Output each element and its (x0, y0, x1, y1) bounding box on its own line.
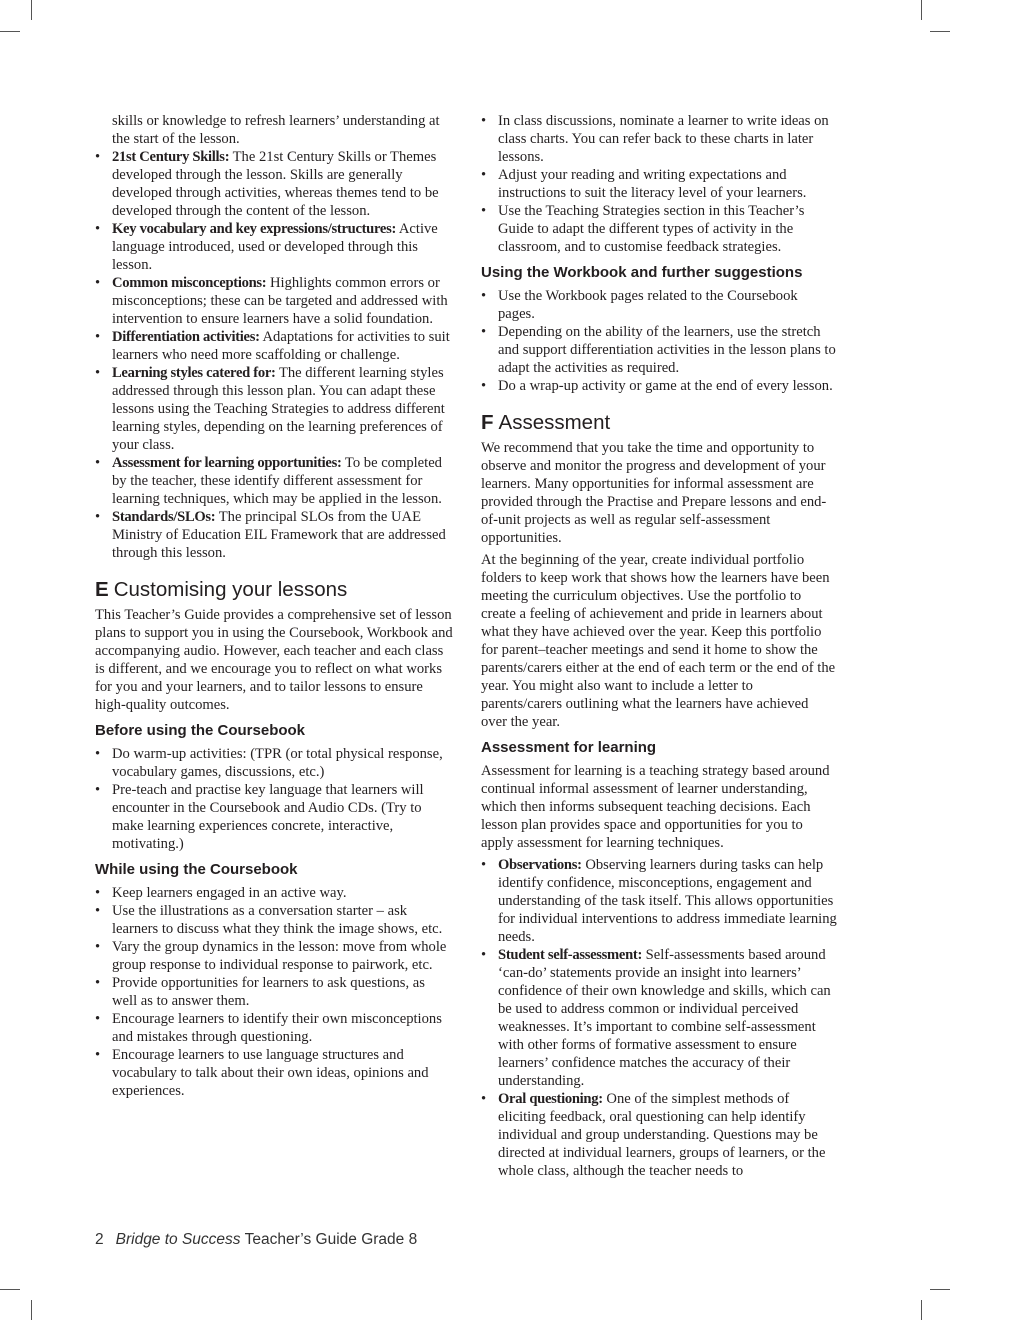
bullet-icon: • (95, 149, 101, 165)
bullet-icon: • (481, 1091, 487, 1107)
right-column (481, 112, 837, 1180)
list-item-text: Use the illustrations as a conversation starter – ask learners to discuss what they think the image shows, etc. (112, 903, 443, 937)
bullet-icon: • (95, 975, 101, 991)
subheading: While using the Coursebook (95, 861, 298, 878)
list-item (95, 220, 453, 274)
crop-mark (31, 0, 32, 20)
list-item-text: Self-assessments based around ‘can-do’ statements provide an insight into learners’ confidence of their own knowledge and skills, which can be used to address common or individual perceived weaknesses. It’s important to combine self-assessment with other forms of formative assessment to ensure learners’ confidence matches the accuracy of their understanding. (498, 947, 831, 1089)
bullet-icon: • (95, 939, 101, 955)
paragraph: At the beginning of the year, create individual portfolio folders to keep work that shows how the learners have been meeting the curriculum objectives. Use the portfolio to create a feeling of achievement and pride in learners about what they have achieved over the year. Keep this portfolio for parent–teacher meetings and send it home to show the parents/carers either at the end of each term or the end of the year. You might also want to include a letter to parents/carers outlining what the learners have achieved over the year. (481, 552, 836, 730)
list-item (95, 884, 453, 902)
list-item-term: Key vocabulary and key expressions/structures: (112, 221, 397, 237)
bullet-icon: • (95, 746, 101, 762)
section-letter: E (95, 578, 109, 601)
list-item (481, 287, 837, 323)
list-item (95, 781, 453, 853)
list-item (481, 323, 837, 377)
crop-mark (0, 31, 20, 32)
list-item-text: In class discussions, nominate a learner to write ideas on class charts. You can refer back to these charts in later lessons. (498, 113, 829, 165)
list-item (481, 946, 837, 1090)
list-item-term: Common misconceptions: (112, 275, 267, 291)
list-item-text: Use the Teaching Strategies section in this Teacher’s Guide to adapt the different types of activity in the classroom, and to customise feedback strategies. (498, 203, 805, 255)
crop-mark (0, 1289, 20, 1290)
bullet-icon: • (481, 947, 487, 963)
crop-mark (930, 1289, 950, 1290)
section-heading (95, 578, 453, 602)
bullet-icon: • (95, 329, 101, 345)
book-title: Teacher’s Guide Grade 8 (240, 1231, 418, 1248)
list-item-text: Do warm-up activities: (TPR (or total physical response, vocabulary games, discussions, etc.) (112, 746, 443, 780)
list-item-text: Keep learners engaged in an active way. (112, 885, 347, 901)
crop-mark (31, 1300, 32, 1320)
list-item (95, 454, 453, 508)
paragraph: This Teacher’s Guide provides a comprehensive set of lesson plans to support you in using the Coursebook, Workbook and accompanying audio. However, each teacher and each class is different, and we encourage you to reflect on what works for you and your learners, and to tailor lessons to ensure high-quality outcomes. (95, 607, 453, 713)
page-number: 2 (95, 1231, 104, 1248)
section-heading (481, 411, 837, 435)
list-item (481, 1090, 837, 1180)
list-item (481, 202, 837, 256)
list-item-text: Use the Workbook pages related to the Coursebook pages. (498, 288, 798, 322)
list-item (95, 508, 453, 562)
list-item (95, 1046, 453, 1100)
list-item (95, 274, 453, 328)
list-item-term: Differentiation activities: (112, 329, 260, 345)
subheading: Using the Workbook and further suggestions (481, 264, 803, 281)
list-item (95, 148, 453, 220)
bullet-icon: • (481, 167, 487, 183)
list-item-text: Active language introduced, used or developed through this lesson. (112, 221, 438, 273)
bullet-icon: • (481, 113, 487, 129)
list-item-text: Depending on the ability of the learners, use the stretch and support differentiation activities in the lesson plans to adapt the activities as required. (498, 324, 836, 376)
bullet-icon: • (95, 782, 101, 798)
list-item-text: Vary the group dynamics in the lesson: move from whole group response to individual response to pairwork, etc. (112, 939, 447, 973)
list-item (95, 902, 453, 938)
list-item-text: Encourage learners to use language structures and vocabulary to talk about their own ideas, opinions and experiences. (112, 1047, 429, 1099)
list-item (481, 856, 837, 946)
list-item-text: One of the simplest methods of eliciting feedback, oral questioning can help identify individual and group understanding. Questions may be directed at individual learners, groups of learners, or the whole class, although the teacher needs to (498, 1091, 826, 1179)
subheading: Assessment for learning (481, 739, 657, 756)
list-item (95, 328, 453, 364)
list-item-continuation: skills or knowledge to refresh learners’ understanding at the start of the lesson. (112, 113, 440, 147)
list-item (95, 974, 453, 1010)
bullet-icon: • (95, 455, 101, 471)
left-column (95, 112, 453, 1100)
list-item-text: The different learning styles addressed through this lesson plan. You can adapt these lessons using the Teaching Strategies to address different learning styles, depending on the learning preferences of your class. (112, 365, 445, 453)
list-item-text: Adjust your reading and writing expectations and instructions to suit the literacy level of your learners. (498, 167, 807, 201)
bullet-icon: • (95, 509, 101, 525)
list-item-text: The principal SLOs from the UAE Ministry of Education EIL Framework that are addressed through this lesson. (112, 509, 446, 561)
bullet-icon: • (95, 365, 101, 381)
bullet-icon: • (95, 275, 101, 291)
list-item-text: The 21st Century Skills or Themes developed through the lesson. Skills are generally developed through activities, whereas themes tend to be developed through the content of the lesson. (112, 149, 439, 219)
series-title: Bridge to Success (115, 1231, 241, 1248)
section-letter: F (481, 411, 494, 434)
bullet-icon: • (95, 903, 101, 919)
list-item-text: Observing learners during tasks can help identify confidence, misconceptions, engagement and understanding of the task itself. This allows opportunities for individual interventions to address immediate learning needs. (498, 857, 837, 945)
crop-mark (921, 1300, 922, 1320)
list-item (481, 377, 837, 395)
list-item-term: Assessment for learning opportunities: (112, 455, 342, 471)
bullet-icon: • (481, 203, 487, 219)
bullet-icon: • (95, 1047, 101, 1063)
section-title: Assessment (498, 411, 611, 434)
list-item-text: Highlights common errors or misconceptions; these can be targeted and addressed with intervention to ensure learners have a solid foundation. (112, 275, 448, 327)
list-item (481, 112, 837, 166)
bullet-icon: • (481, 288, 487, 304)
list-item (481, 166, 837, 202)
list-item-term: Standards/SLOs: (112, 509, 216, 525)
bullet-icon: • (95, 885, 101, 901)
list-item (95, 938, 453, 974)
list-item-term: 21st Century Skills: (112, 149, 230, 165)
list-item-text: To be completed by the teacher, these identify different assessment for learning techniques, which may be applied in the lesson. (112, 455, 442, 507)
section-title: Customising your lessons (113, 578, 348, 601)
list-item-text: Adaptations for activities to suit learners who need more scaffolding or challenge. (112, 329, 450, 363)
paragraph: We recommend that you take the time and opportunity to observe and monitor the progress and development of your learners. Many opportunities for informal assessment are provided through the Practise and Prepare lessons and end-of-unit projects as well as regular self-assessment opportunities. (481, 440, 827, 546)
crop-mark (930, 31, 950, 32)
bullet-icon: • (481, 378, 487, 394)
bullet-icon: • (95, 1011, 101, 1027)
list-item-term: Learning styles catered for: (112, 365, 276, 381)
bullet-icon: • (95, 221, 101, 237)
list-item-text: Provide opportunities for learners to ask questions, as well as to answer them. (112, 975, 425, 1009)
page-footer (95, 1231, 417, 1249)
crop-mark (921, 0, 922, 20)
bullet-icon: • (481, 324, 487, 340)
paragraph: Assessment for learning is a teaching strategy based around continual informal assessment of learner understanding, which then informs subsequent teaching decisions. Each lesson plan provides space and opportunities for you to apply assessment for learning techniques. (481, 763, 830, 851)
list-item-term: Observations: (498, 857, 582, 873)
list-item (95, 364, 453, 454)
bullet-icon: • (481, 857, 487, 873)
list-item (95, 1010, 453, 1046)
list-item-term: Student self-assessment: (498, 947, 643, 963)
list-item-text: Do a wrap-up activity or game at the end of every lesson. (498, 378, 833, 394)
list-item (95, 745, 453, 781)
list-item-text: Pre-teach and practise key language that learners will encounter in the Coursebook and Audio CDs. (Try to make learning experiences concrete, interactive, motivating.) (112, 782, 424, 852)
list-item-text: Encourage learners to identify their own misconceptions and mistakes through questioning. (112, 1011, 442, 1045)
list-item-term: Oral questioning: (498, 1091, 603, 1107)
subheading: Before using the Coursebook (95, 722, 306, 739)
